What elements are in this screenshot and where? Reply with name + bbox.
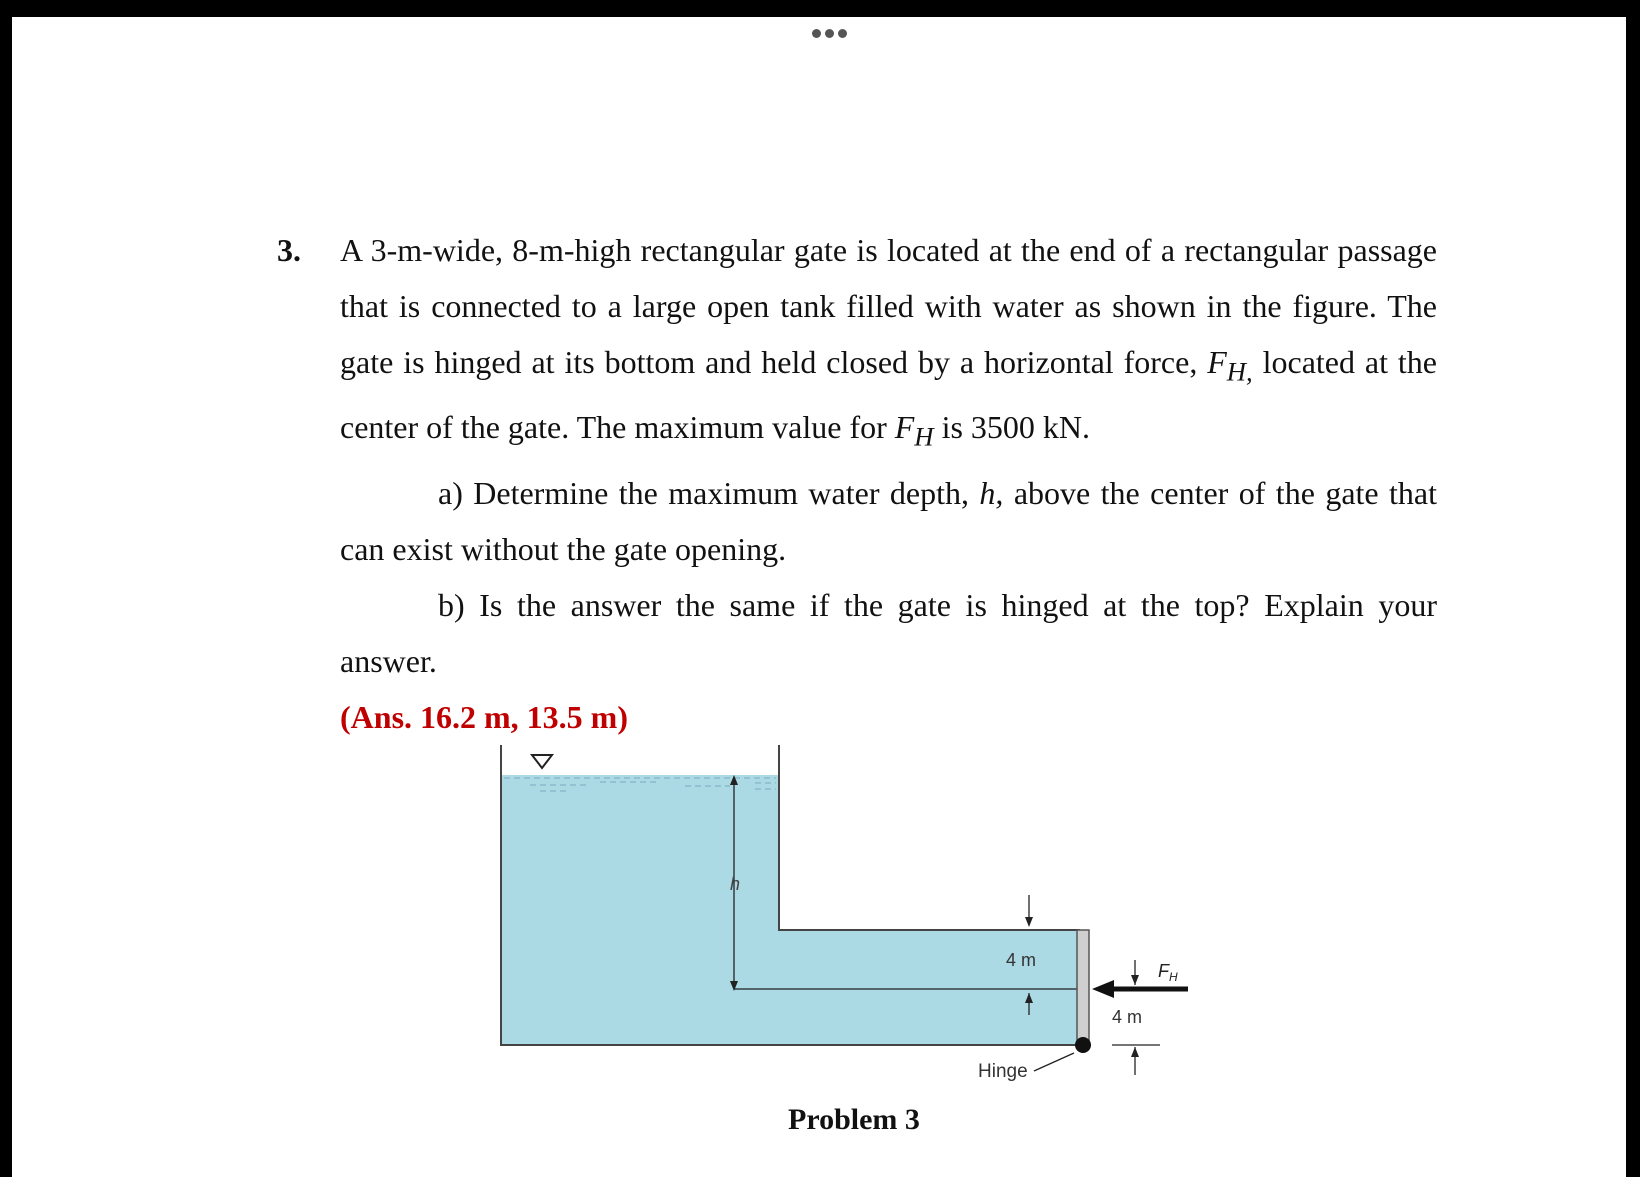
force-subscript-2: H <box>914 421 934 452</box>
statement-end: is 3500 kN. <box>933 409 1091 446</box>
dim-upper-label: 4 m <box>1006 950 1037 970</box>
page-indicator[interactable] <box>812 29 847 38</box>
force-symbol-2: F <box>894 409 915 446</box>
hinge-label: Hinge <box>978 1061 1028 1082</box>
force-arrow-head <box>1092 980 1114 998</box>
free-surface-triangle-icon <box>532 755 552 768</box>
force-symbol: F <box>1207 344 1227 380</box>
part-b: b) Is the answer the same if the gate is hinged at the top? Explain your answer. <box>340 586 1437 679</box>
problem-statement <box>340 222 1437 465</box>
force-label: $F_H$ <box>1158 961 1178 984</box>
gate <box>1077 930 1089 1044</box>
part-a-text: a) Determine the maximum water depth, <box>438 474 980 511</box>
part-a-variable: h, <box>979 474 1004 511</box>
part-a-end: above the center of the gate that can exist without the gate opening. <box>340 474 1438 567</box>
dot <box>838 29 847 38</box>
problem-number: 3. <box>277 232 301 268</box>
force-subscript: H, <box>1226 356 1253 387</box>
problem-text <box>277 222 1437 745</box>
h-label: h <box>730 874 741 894</box>
dim-lower-label: 4 m <box>1112 1007 1143 1027</box>
dot <box>825 29 834 38</box>
dim-lower-top-arrow <box>1131 975 1139 985</box>
hinge <box>1075 1037 1091 1053</box>
dot <box>812 29 821 38</box>
figure-caption: Problem 3 <box>788 1103 920 1136</box>
statement-middle: located at the center of the gate. The maximum value for <box>340 344 1438 446</box>
statement-intro: A 3-m-wide, 8-m-high rectangular gate is located at the end of a rectangular passage that is connected to a large open tank filled with water as shown in the figure. The gate is hinged at its bottom and held closed by a horizontal force, <box>340 232 1437 380</box>
tank-gate-figure <box>500 735 1220 1095</box>
dim-lower-bottom-arrow <box>1131 1047 1139 1057</box>
answer: (Ans. 16.2 m, 13.5 m) <box>340 698 628 735</box>
dim-upper-arrow <box>1025 917 1033 927</box>
part-a <box>340 465 1437 577</box>
hinge-leader <box>1034 1053 1074 1071</box>
water-region <box>501 775 1080 1045</box>
